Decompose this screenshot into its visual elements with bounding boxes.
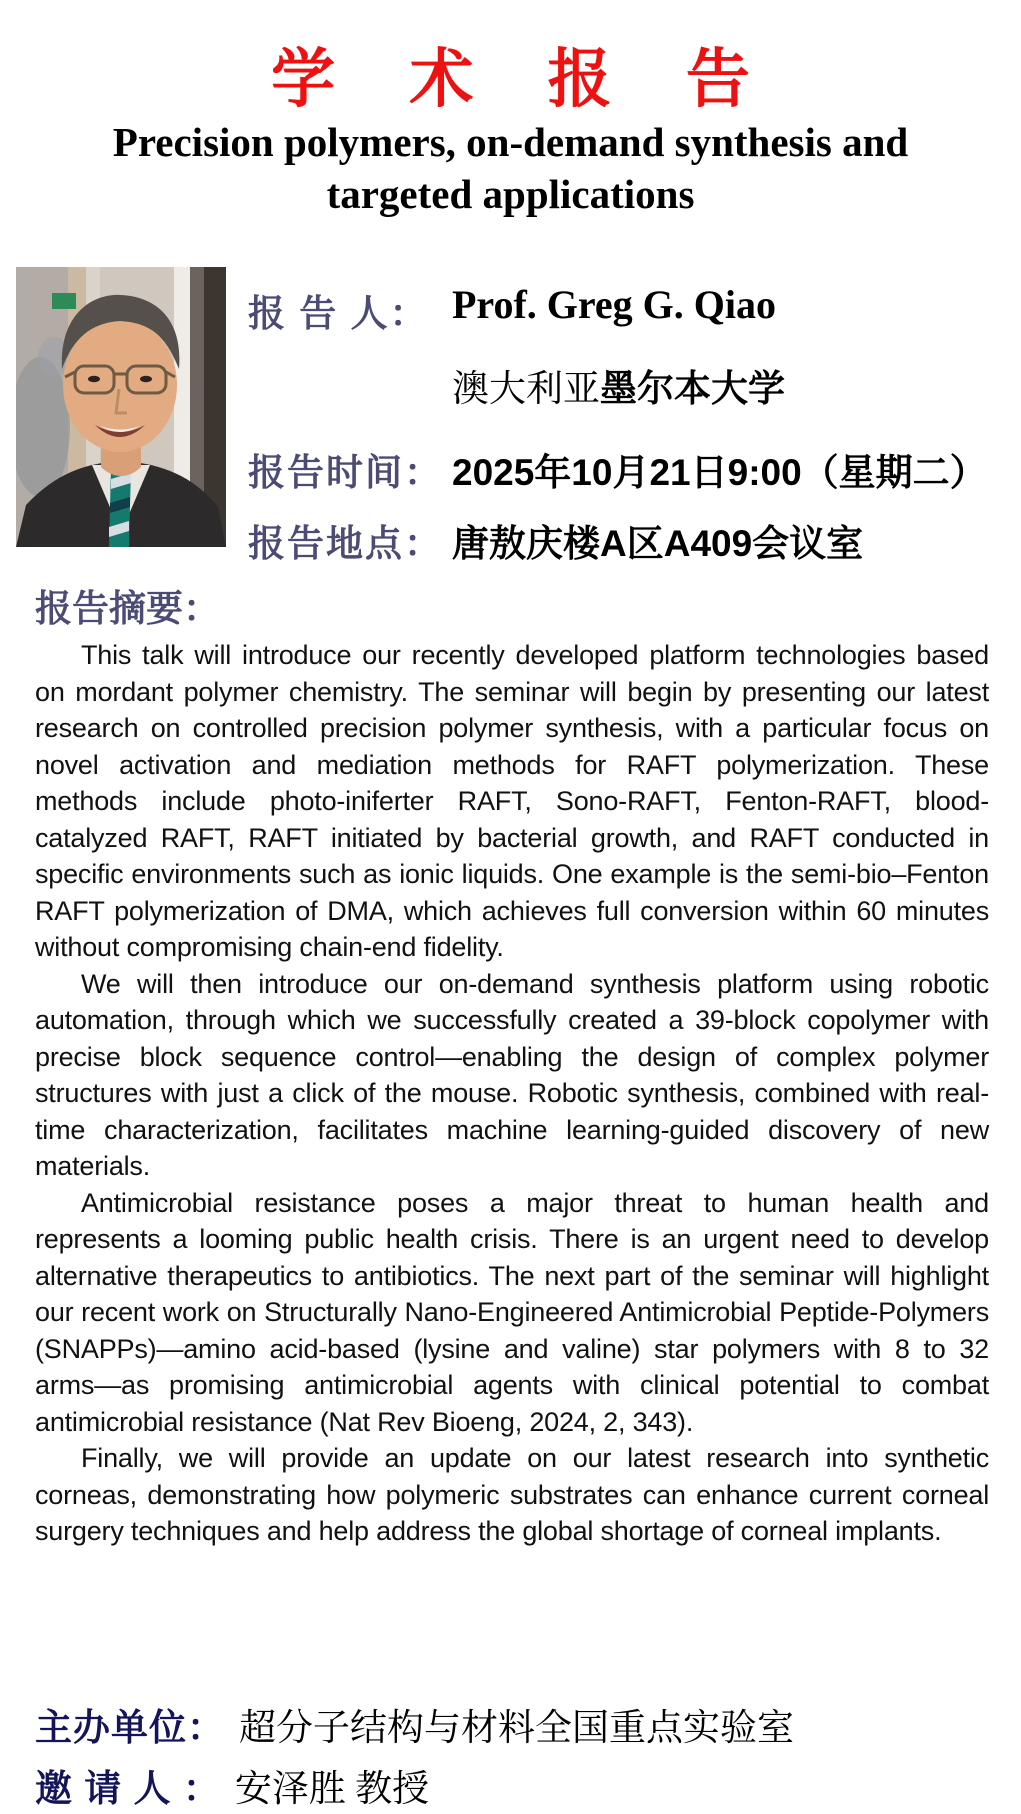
abstract-paragraph-4: Finally, we will provide an update on our latest research into synthetic corneas, demonstrating how polymeric substrates can enhance current corneal surgery techniques and help address the global shortage of corneal implants.: [35, 1443, 989, 1546]
seminar-english-title: [0, 116, 1021, 220]
host-value: 超分子结构与材料全国重点实验室: [239, 1708, 794, 1749]
speaker-label: 报 告 人：: [248, 293, 429, 334]
abstract-heading: 报告摘要：: [35, 588, 220, 629]
speaker-photo: [16, 267, 226, 547]
inviter-line: [35, 1758, 429, 1812]
speaker-affiliation: [452, 358, 785, 412]
abstract-paragraph-1: This talk will introduce our recently developed platform technologies based on mordant polymer chemistry. The seminar will begin by presenting our latest research on controlled precision polymer synthesis, with a particular focus on novel activation and mediation methods for RAFT polymerization. These methods include photo-iniferter RAFT, Sono-RAFT, Fenton-RAFT, blood-catalyzed RAFT, RAFT initiated by bacterial growth, and RAFT conducted in specific environments such as ionic liquids. One example is the semi-bio–Fenton RAFT polymerization of DMA, which achieves full conversion within 60 minutes without compromising chain-end fidelity.: [35, 640, 989, 962]
venue-label: 报告地点：: [248, 523, 443, 564]
english-title-line-2: targeted applications: [326, 171, 695, 217]
time-value: 2025年10月21日9:00（星期二）: [452, 452, 987, 493]
time-label: 报告时间：: [248, 452, 443, 493]
host-line: [35, 1697, 794, 1751]
venue-value: 唐敖庆楼A区A409会议室: [452, 523, 864, 564]
banner-title: 学 术 报 告: [271, 42, 776, 117]
abstract-body: [35, 637, 989, 1550]
english-title-line-1: Precision polymers, on-demand synthesis and: [112, 119, 909, 165]
speaker-name: Prof. Greg G. Qiao: [452, 282, 777, 327]
affiliation-country: 澳大利亚: [452, 368, 600, 409]
inviter-value: 安泽胜 教授: [234, 1769, 430, 1810]
speaker-portrait-illustration: [16, 267, 226, 547]
affiliation-university: 墨尔本大学: [600, 368, 785, 409]
abstract-paragraph-2: We will then introduce our on-demand synthesis platform using robotic automation, through which we successfully created a 39-block copolymer with precise block sequence control—enabling the design of complex polymer structures with just a click of the mouse. Robotic synthesis, combined with real-time characterization, facilitates machine learning-guided discovery of new materials.: [35, 968, 989, 1181]
inviter-label: 邀 请 人 ：: [35, 1768, 221, 1809]
abstract-paragraph-3: Antimicrobial resistance poses a major threat to human health and represents a looming public health crisis. There is an urgent need to develop alternative therapeutics to antibiotics. The next part of the seminar will highlight our recent work on Structurally Nano-Engineered Antimicrobial Peptide-Polymers (SNAPPs)—amino acid-based (lysine and valine) star polymers with 8 to 32 arms—as promising antimicrobial agents with clinical potential to combat antimicrobial resistance (Nat Rev Bioeng, 2024, 2, 343).: [35, 1187, 989, 1437]
host-label: 主办单位：: [35, 1707, 225, 1748]
